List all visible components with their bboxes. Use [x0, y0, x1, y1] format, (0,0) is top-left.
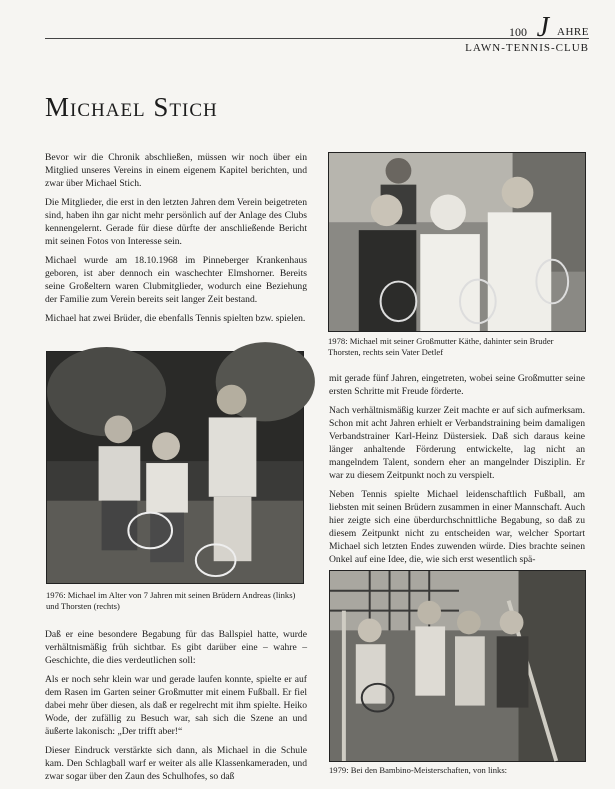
running-header: [45, 14, 589, 64]
paragraph: Die Mitglieder, die erst in den letzten Jahren dem Verein beigetreten sind, haben ihn gar nicht mehr persönlich auf der Anlage des Clubs kennengelernt. Gerade für diese dürfte der anschließende Bericht mit seinen Fotos von Interesse sein.: [45, 197, 307, 247]
left-column-bottom: [45, 628, 307, 789]
logo-initial: J: [536, 12, 549, 43]
left-column-top: [45, 151, 307, 331]
photo-caption: 1978: Michael mit seiner Großmutter Käthe, dahinter sein Bruder Thorsten, rechts sein Vater Detlef: [328, 336, 554, 357]
paragraph: Als er noch sehr klein war und gerade laufen konnte, spielte er auf dem Rasen im Garten seiner Großmutter mit einem Fußball. Er fiel dabei mehr über diesen, als daß er regelrecht mit ihm spielte. Heiko Wode, der zufällig zu Besuch war, sah sich die Szene an und äußerte lakonisch: „Der trifft aber!“: [45, 674, 307, 737]
paragraph: Michael hat zwei Brüder, die ebenfalls Tennis spielten bzw. spielen.: [45, 313, 306, 324]
paragraph: mit gerade fünf Jahren, eingetreten, wobei seine Großmutter seine ersten Schritte mit Freude förderte.: [329, 373, 585, 397]
photo-bambino-1979: [329, 570, 586, 762]
photo-brothers-1976: [46, 351, 304, 584]
paragraph: Dieser Eindruck verstärkte sich dann, als Michael in die Schule kam. Den Schlagball warf er weiter als alle Klassenkameraden, und zwar sogar über den Zaun des Schulhofes, so daß: [45, 745, 307, 782]
photo-caption: 1979: Bei den Bambino-Meisterschaften, von links:: [329, 765, 508, 775]
paragraph: Neben Tennis spielte Michael leidenschaftlich Fußball, am liebsten mit seinen Brüdern zusammen in einer Mannschaft. Auch hier zeigte sich eine überdurchschnittliche Begabung, so daß zu diesem Zeitpunkt nicht zu entscheiden war, welcher Sportart Michael sich letzten Endes zuwenden würde. Dies brachte seinen Onkel auf eine Idee, die, wie sich erst wesentlich spä-: [329, 489, 585, 565]
paragraph: Daß er eine besondere Begabung für das Ballspiel hatte, wurde verhältnismäßig früh sichtbar. Es gibt darüber eine – wahre – Geschichte, die dies verdeutlichen soll:: [45, 629, 307, 666]
logo-word: AHRE: [557, 26, 589, 38]
paragraph: Bevor wir die Chronik abschließen, müssen wir noch über ein Mitglied unseres Vereins in einem eigenem Kapitel berichten, und zwar über Michael Stich.: [45, 152, 307, 189]
paragraph: Michael wurde am 18.10.1968 im Pinneberger Krankenhaus geboren, ist aber dennoch ein waschechter Elmshorner. Bereits seine Großeltern waren Clubmitglieder, wodurch eine Beziehung der Familie zum Verein bereits seit langer Zeit bestand.: [45, 255, 307, 305]
photo-caption: 1976: Michael im Alter von 7 Jahren mit seinen Brüdern Andreas (links) und Thorsten (rechts): [46, 590, 296, 611]
article-title: Michael Stich: [45, 92, 218, 122]
page-number: 100: [509, 25, 527, 39]
header-rule: [45, 38, 589, 39]
photo-family-1978: [328, 152, 586, 332]
club-name: LAWN-TENNIS-CLUB: [465, 42, 589, 54]
paragraph: Nach verhältnismäßig kurzer Zeit machte er auf sich aufmerksam. Schon mit acht Jahren erhielt er Verbandstraining beim damaligen Verbandstrainer Karl-Heinz Düstersiek. Daß sich daraus keine länger anhaltende Förderung entwickelte, lag nicht an mangelndem Talent, sondern eher an mangelnder Disziplin. Er war zu diesem Zeitpunkt noch zu verspielt.: [329, 405, 585, 481]
right-column-middle: [329, 372, 585, 572]
